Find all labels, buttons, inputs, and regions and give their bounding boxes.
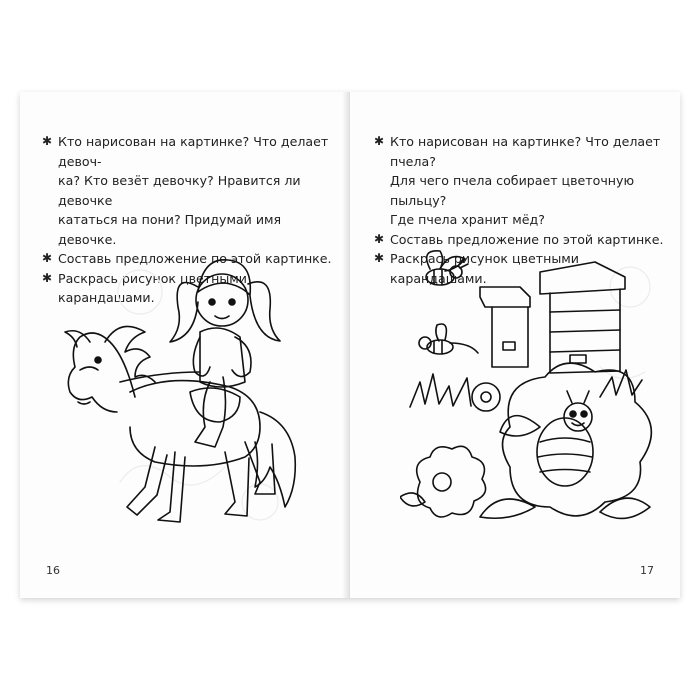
asterisk-bullet-icon: ✱: [42, 270, 53, 285]
page-number: 17: [640, 564, 654, 577]
right-page: [350, 92, 680, 598]
instruction-line: [374, 210, 670, 230]
instruction-line: [374, 171, 670, 210]
asterisk-bullet-icon: ✱: [374, 251, 385, 265]
instruction-line: [374, 132, 670, 171]
instruction-text: Для чего пчела собирает цветочную пыльцу?: [390, 173, 635, 208]
bees-hives-flowers-icon: [400, 247, 660, 542]
page-number: 16: [46, 564, 60, 577]
asterisk-bullet-icon: ✱: [374, 231, 385, 246]
girl-riding-pony-icon: [60, 242, 310, 542]
instruction-line: [42, 132, 342, 171]
asterisk-bullet-icon: ✱: [42, 134, 53, 148]
open-book: [20, 92, 680, 598]
instruction-text: кататься на пони? Придумай имя девочке.: [58, 212, 282, 247]
instruction-text: Раскрась рисунок цветными карандашами.: [390, 251, 579, 286]
instruction-text: Раскрась рисунок цветными карандашами.: [58, 270, 247, 305]
instruction-text: Где пчела хранит мёд?: [390, 212, 545, 227]
asterisk-bullet-icon: ✱: [374, 134, 385, 148]
instruction-text: ка? Кто везёт девочку? Нравится ли девочке: [58, 173, 301, 208]
instruction-line: [42, 171, 342, 210]
left-page: [20, 92, 350, 598]
instruction-text: Составь предложение по этой картинке.: [58, 251, 332, 266]
instruction-text: Кто нарисован на картинке? Что делает девоч-: [58, 134, 329, 169]
asterisk-bullet-icon: ✱: [42, 251, 53, 265]
instruction-text: Составь предложение по этой картинке.: [390, 231, 664, 247]
instruction-text: Кто нарисован на картинке? Что делает пчела?: [390, 134, 661, 169]
